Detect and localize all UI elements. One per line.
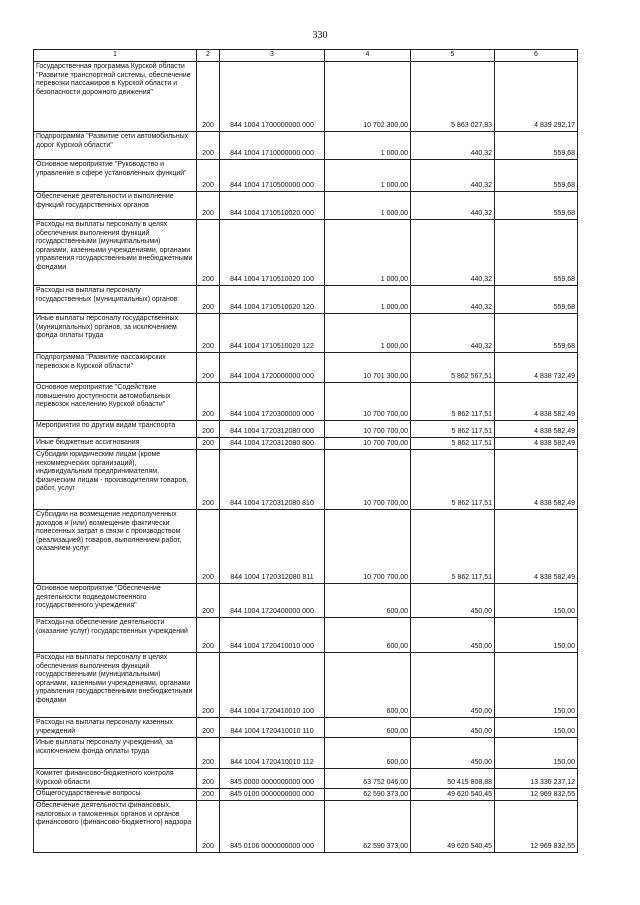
row-name: Основное мероприятие "Содействие повышению доступности автомобильных перевозок населению Курской области" <box>34 383 197 421</box>
row-col5: 440,32 <box>411 192 495 220</box>
row-col5: 450,00 <box>411 584 495 618</box>
table-row <box>34 220 578 286</box>
table-row <box>34 738 578 769</box>
row-col6: 4 838 732,49 <box>495 353 578 383</box>
row-col4: 1 000,00 <box>325 220 411 286</box>
row-col4: 1 000,00 <box>325 160 411 192</box>
row-name: Обеспечение деятельности и выполнение функций государственных органов <box>34 192 197 220</box>
table-row <box>34 160 578 192</box>
row-col4: 600,00 <box>325 584 411 618</box>
row-col4: 10 700 700,00 <box>325 383 411 421</box>
row-col5: 440,32 <box>411 314 495 353</box>
row-ved: 200 <box>197 584 220 618</box>
row-name: Основное мероприятие "Руководство и управление в сфере установленных функций" <box>34 160 197 192</box>
row-ved: 200 <box>197 718 220 738</box>
row-col4: 63 752 046,00 <box>325 769 411 789</box>
row-name: Иные выплаты персоналу учреждений, за исключением фонда оплаты труда <box>34 738 197 769</box>
row-code: 844 1004 1710500000 000 <box>220 160 325 192</box>
row-col4: 10 700 700,00 <box>325 438 411 450</box>
row-col5: 5 862 117,51 <box>411 450 495 510</box>
row-ved: 200 <box>197 192 220 220</box>
row-code: 845 0000 0000000000 000 <box>220 769 325 789</box>
row-code: 844 1004 1720410010 000 <box>220 618 325 653</box>
row-col6: 559,68 <box>495 132 578 160</box>
budget-table <box>33 49 578 853</box>
row-code: 844 1004 1710510020 122 <box>220 314 325 353</box>
row-col5: 450,00 <box>411 653 495 718</box>
row-name: Основное мероприятие "Обеспечение деятельности подведомственного государственного учреждения" <box>34 584 197 618</box>
row-col6: 150,00 <box>495 584 578 618</box>
row-name: Подпрограмма "Развитие сети автомобильных дорог Курской области" <box>34 132 197 160</box>
row-col4: 62 590 373,00 <box>325 789 411 801</box>
row-name: Мероприятия по другим видам транспорта <box>34 421 197 438</box>
row-col5: 440,32 <box>411 160 495 192</box>
row-col4: 10 701 300,00 <box>325 353 411 383</box>
row-code: 844 1004 1720312080 811 <box>220 510 325 584</box>
row-code: 844 1004 1720312080 800 <box>220 438 325 450</box>
table-row <box>34 789 578 801</box>
row-ved: 200 <box>197 769 220 789</box>
row-name: Обеспечение деятельности финансовых, налоговых и таможенных органов и органов финансового (финансово-бюджетного) надзора <box>34 801 197 853</box>
table-row <box>34 286 578 314</box>
row-name: Расходы на выплаты персоналу в целях обеспечения выполнения функций государственными (муниципальными) органами, казенными учреждениями, органами управления государственными внебюджетными фондами <box>34 220 197 286</box>
row-code: 844 1004 1710510020 120 <box>220 286 325 314</box>
row-col5: 5 863 027,83 <box>411 62 495 132</box>
row-col4: 10 700 700,00 <box>325 510 411 584</box>
column-header: 4 <box>325 50 411 62</box>
row-name: Субсидии на возмещение недополученных доходов и (или) возмещение фактически понесенных затрат в связи с производством (реализацией) товаров, выполнением работ, оказанием услуг <box>34 510 197 584</box>
row-col4: 10 700 700,00 <box>325 421 411 438</box>
row-code: 844 1004 1720410010 112 <box>220 738 325 769</box>
row-name: Комитет финансово-бюджетного контроля Курской области <box>34 769 197 789</box>
table-row <box>34 450 578 510</box>
row-col6: 4 838 582,49 <box>495 450 578 510</box>
row-col5: 5 862 117,51 <box>411 510 495 584</box>
row-name: Расходы на выплаты персоналу казенных учреждений <box>34 718 197 738</box>
row-col4: 10 700 700,00 <box>325 450 411 510</box>
table-row <box>34 653 578 718</box>
column-header: 1 <box>34 50 197 62</box>
row-code: 844 1004 1720312080 810 <box>220 450 325 510</box>
row-code: 845 0106 0000000000 000 <box>220 801 325 853</box>
row-ved: 200 <box>197 286 220 314</box>
row-ved: 200 <box>197 801 220 853</box>
row-code: 844 1004 1720312080 000 <box>220 421 325 438</box>
row-name: Расходы на выплаты персоналу в целях обеспечения выполнения функций государственными (муниципальными) органами, казенными учреждениями, органами управления государственными внебюджетными фондами <box>34 653 197 718</box>
table-row <box>34 421 578 438</box>
row-col5: 50 415 808,88 <box>411 769 495 789</box>
row-code: 844 1004 1720000000 000 <box>220 353 325 383</box>
table-row <box>34 192 578 220</box>
column-header: 2 <box>197 50 220 62</box>
table-row <box>34 314 578 353</box>
row-col4: 600,00 <box>325 718 411 738</box>
row-col5: 5 862 117,51 <box>411 383 495 421</box>
row-ved: 200 <box>197 132 220 160</box>
row-ved: 200 <box>197 314 220 353</box>
row-col4: 600,00 <box>325 618 411 653</box>
row-name: Государственная программа Курской области "Развитие транспортной системы, обеспечение перевозки пассажиров в Курской области и безопасности дорожного движения" <box>34 62 197 132</box>
row-ved: 200 <box>197 653 220 718</box>
row-code: 844 1004 1720400000 000 <box>220 584 325 618</box>
row-col4: 600,00 <box>325 738 411 769</box>
row-col4: 62 590 373,00 <box>325 801 411 853</box>
page-number: 330 <box>312 30 328 41</box>
row-col5: 5 862 567,51 <box>411 353 495 383</box>
table-row <box>34 438 578 450</box>
row-col6: 4 838 582,49 <box>495 510 578 584</box>
row-code: 845 0100 0000000000 000 <box>220 789 325 801</box>
row-col5: 49 620 540,45 <box>411 801 495 853</box>
row-ved: 200 <box>197 510 220 584</box>
row-name: Общегосударственные вопросы <box>34 789 197 801</box>
row-col4: 10 702 300,00 <box>325 62 411 132</box>
row-col5: 5 862 117,51 <box>411 421 495 438</box>
row-col6: 150,00 <box>495 738 578 769</box>
table-row <box>34 62 578 132</box>
table-row <box>34 801 578 853</box>
table-row <box>34 618 578 653</box>
row-col6: 13 336 237,12 <box>495 769 578 789</box>
row-name: Подпрограмма "Развитие пассажирских перевозок в Курской области" <box>34 353 197 383</box>
row-ved: 200 <box>197 383 220 421</box>
row-ved: 200 <box>197 789 220 801</box>
row-col5: 49 620 540,45 <box>411 789 495 801</box>
row-col6: 559,68 <box>495 192 578 220</box>
row-col5: 440,32 <box>411 220 495 286</box>
row-col4: 1 000,00 <box>325 286 411 314</box>
row-col6: 4 838 582,49 <box>495 421 578 438</box>
row-ved: 200 <box>197 438 220 450</box>
row-name: Иные бюджетные ассигнования <box>34 438 197 450</box>
table-row <box>34 510 578 584</box>
row-col6: 559,68 <box>495 160 578 192</box>
row-col5: 440,32 <box>411 286 495 314</box>
row-ved: 200 <box>197 618 220 653</box>
row-code: 844 1004 1720410010 110 <box>220 718 325 738</box>
row-ved: 200 <box>197 738 220 769</box>
column-header: 6 <box>495 50 578 62</box>
row-name: Расходы на обеспечение деятельности (оказание услуг) государственных учреждений <box>34 618 197 653</box>
row-code: 844 1004 1710000000 000 <box>220 132 325 160</box>
row-col4: 600,00 <box>325 653 411 718</box>
row-col6: 150,00 <box>495 718 578 738</box>
row-col6: 4 838 582,49 <box>495 438 578 450</box>
row-name: Субсидии юридическим лицам (кроме некоммерческих организаций), индивидуальным предпринимателям, физическим лицам - производителям товаров, работ, услуг <box>34 450 197 510</box>
row-code: 844 1004 1700000000 000 <box>220 62 325 132</box>
row-col6: 4 838 582,49 <box>495 383 578 421</box>
row-ved: 200 <box>197 220 220 286</box>
row-col6: 150,00 <box>495 618 578 653</box>
table-row <box>34 718 578 738</box>
row-ved: 200 <box>197 353 220 383</box>
row-code: 844 1004 1710510020 000 <box>220 192 325 220</box>
row-ved: 200 <box>197 62 220 132</box>
row-col4: 1 000,00 <box>325 192 411 220</box>
row-code: 844 1004 1710510020 100 <box>220 220 325 286</box>
row-col5: 450,00 <box>411 718 495 738</box>
row-ved: 200 <box>197 421 220 438</box>
row-name: Иные выплаты персоналу государственных (муниципальных) органов, за исключением фонда оплаты труда <box>34 314 197 353</box>
row-col4: 1 000,00 <box>325 132 411 160</box>
row-col6: 150,00 <box>495 653 578 718</box>
column-header: 5 <box>411 50 495 62</box>
table-row <box>34 769 578 789</box>
row-name: Расходы на выплаты персоналу государственных (муниципальных) органов <box>34 286 197 314</box>
row-col5: 5 862 117,51 <box>411 438 495 450</box>
row-ved: 200 <box>197 450 220 510</box>
row-col6: 12 969 832,55 <box>495 789 578 801</box>
row-code: 844 1004 1720410010 100 <box>220 653 325 718</box>
row-col6: 559,68 <box>495 220 578 286</box>
row-col5: 450,00 <box>411 618 495 653</box>
row-col6: 559,68 <box>495 286 578 314</box>
row-col4: 1 000,00 <box>325 314 411 353</box>
table-row <box>34 584 578 618</box>
row-col6: 559,68 <box>495 314 578 353</box>
table-row <box>34 132 578 160</box>
column-header: 3 <box>220 50 325 62</box>
row-col6: 4 839 292,17 <box>495 62 578 132</box>
row-col6: 12 969 832,55 <box>495 801 578 853</box>
table-header-row <box>34 50 578 62</box>
row-col5: 450,00 <box>411 738 495 769</box>
row-col5: 440,32 <box>411 132 495 160</box>
table-row <box>34 383 578 421</box>
row-code: 844 1004 1720300000 000 <box>220 383 325 421</box>
table-row <box>34 353 578 383</box>
row-ved: 200 <box>197 160 220 192</box>
